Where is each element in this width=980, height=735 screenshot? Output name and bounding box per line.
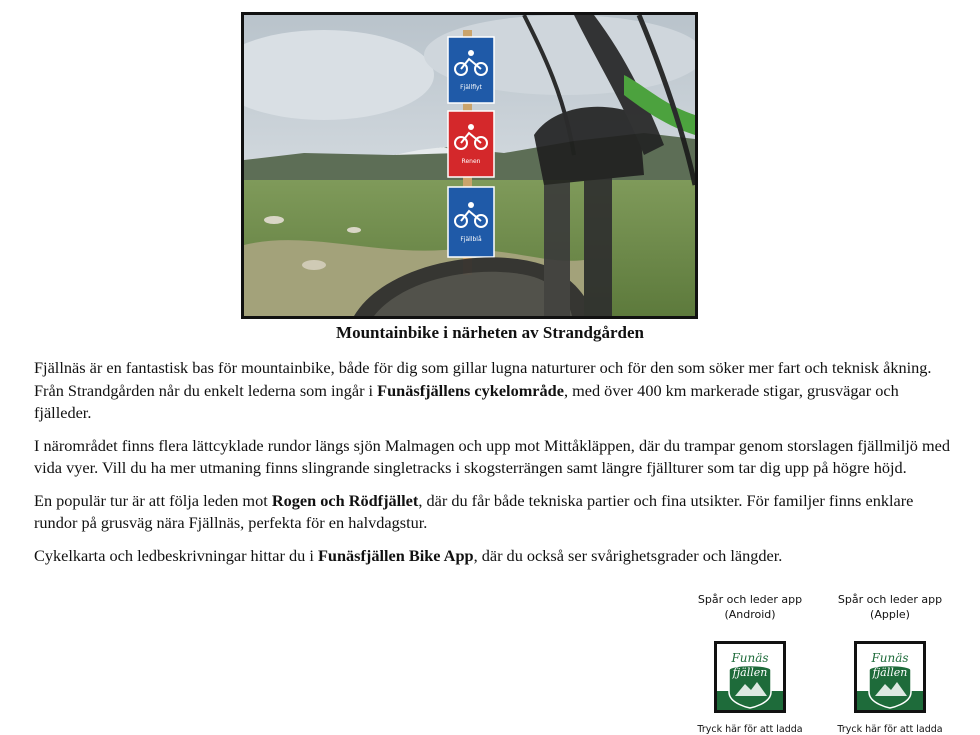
- paragraph-text: , där du också ser svårighetsgrader och längder.: [473, 545, 783, 565]
- svg-text:Renen: Renen: [461, 158, 481, 165]
- bold-term: Rogen och Rödfjället: [271, 490, 419, 510]
- funasfjallen-app-icon[interactable]: [714, 641, 786, 713]
- funasfjallen-app-icon[interactable]: [854, 641, 926, 713]
- app-download-android[interactable]: [685, 592, 815, 735]
- paragraph-text: , där du får både tekniska partier och fina utsikter. För familjer finns enklare rundor på grusväg nära Fjällnäs, perfekta för en halvdagstur.: [34, 490, 914, 532]
- hero-photo: [244, 15, 695, 316]
- app-label-line2: (Android): [724, 608, 776, 621]
- app-icon-text: fjällen: [872, 666, 908, 679]
- paragraph-text: Fjällnäs är en fantastisk bas för mountainbike, både för dig som gillar lugna naturturer och för den som söker mer fart och teknisk åkning. Från Strandgården når du enkelt lederna som ingår i: [34, 358, 932, 400]
- paragraph-1: [34, 357, 954, 425]
- paragraph-3: [34, 490, 954, 535]
- paragraph-2: [34, 435, 954, 480]
- article-body: [34, 357, 954, 577]
- svg-text:Fjällflyt: Fjällflyt: [460, 84, 482, 91]
- app-icon-text: Funäs: [731, 651, 769, 665]
- paragraph-text: Cykelkarta och ledbeskrivningar hittar du i: [34, 545, 318, 565]
- app-label-line1: Spår och leder app: [697, 593, 803, 606]
- app-label-line1: Spår och leder app: [837, 593, 943, 606]
- paragraph-text: I närområdet finns flera lättcyklade rundor längs sjön Malmagen och upp mot Mittåkläppen, där du trampar genom storslagen fjällmiljö med vida vyer. Vill du ha mer utmaning finns slingrande singletracks i skogsterrängen samt längre fjällturer som tar dig upp på högre höjd.: [34, 435, 951, 477]
- paragraph-4: [34, 545, 954, 568]
- download-hint[interactable]: Tryck här för att ladda: [697, 724, 803, 735]
- app-icon-text: Funäs: [871, 651, 909, 665]
- bold-term: Funäsfjällen Bike App: [317, 545, 474, 565]
- bold-term: Funäsfjällens cykelområde: [377, 380, 564, 400]
- app-download-apple[interactable]: [825, 592, 955, 735]
- hero-image: [241, 12, 698, 319]
- app-label-line2: (Apple): [870, 608, 910, 621]
- app-icon-text: fjällen: [732, 666, 768, 679]
- paragraph-text: En populär tur är att följa leden mot: [34, 490, 272, 510]
- svg-text:Fjällblå: Fjällblå: [460, 236, 482, 243]
- download-hint[interactable]: Tryck här för att ladda: [837, 724, 943, 735]
- image-caption: Mountainbike i närheten av Strandgården: [336, 323, 644, 342]
- paragraph-text: , med över 400 km markerade stigar, grusvägar och fjälleder.: [34, 380, 899, 422]
- sign-group: [448, 37, 494, 257]
